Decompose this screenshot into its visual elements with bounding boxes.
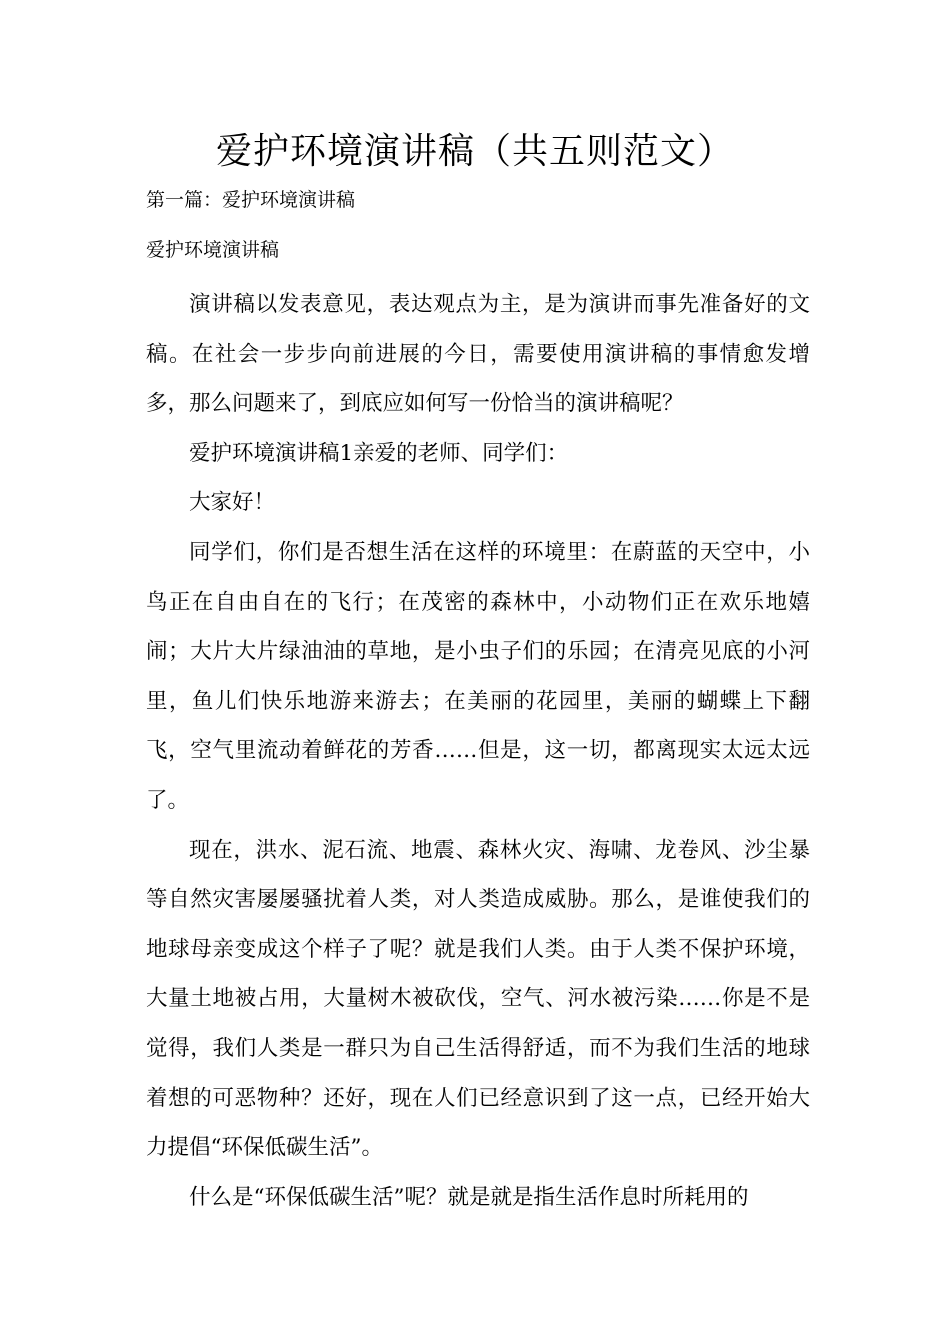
paragraph-salutation: 爱护环境演讲稿1亲爱的老师、同学们：	[189, 440, 569, 466]
subheading: 爱护环境演讲稿	[146, 239, 280, 261]
document-title: 爱护环境演讲稿（共五则范文）	[215, 131, 734, 172]
paragraph-disasters: 现在，洪水、泥石流、地震、森林火灾、海啸、龙卷风、沙尘暴等自然灾害屡屡骚扰着人类，对人类造成威胁。那么，是谁使我们的地球母亲变成这个样子了呢？就是我们人类。由于人类不保护环境，大量土地被占用，大量树木被砍伐，空气、河水被污染……你是不是觉得，我们人类是一群只为自己生活得舒适，而不为我们生活的地球着想的可恶物种？还好，现在人们已经意识到了这一点，已经开始大力提倡“环保低碳生活”。	[146, 837, 810, 1161]
paragraph-low-carbon: 什么是“环保低碳生活”呢？就是就是指生活作息时所耗用的	[189, 1184, 749, 1210]
chapter-heading: 第一篇：爱护环境演讲稿	[146, 189, 356, 211]
paragraph-greeting: 大家好！	[189, 490, 276, 516]
paragraph-intro: 演讲稿以发表意见，表达观点为主，是为演讲而事先准备好的文稿。在社会一步步向前进展的今日，需要使用演讲稿的事情愈发增多，那么问题来了，到底应如何写一份恰当的演讲稿呢？	[146, 292, 810, 417]
paragraph-vision: 同学们，你们是否想生活在这样的环境里：在蔚蓝的天空中，小鸟正在自由自在的飞行；在茂密的森林中，小动物们正在欢乐地嬉闹；大片大片绿油油的草地，是小虫子们的乐园；在清亮见底的小河里，鱼儿们快乐地游来游去；在美丽的花园里，美丽的蝴蝶上下翻飞，空气里流动着鲜花的芳香……但是，这一切，都离现实太远太远了。	[146, 539, 810, 813]
body-text	[146, 280, 810, 1222]
